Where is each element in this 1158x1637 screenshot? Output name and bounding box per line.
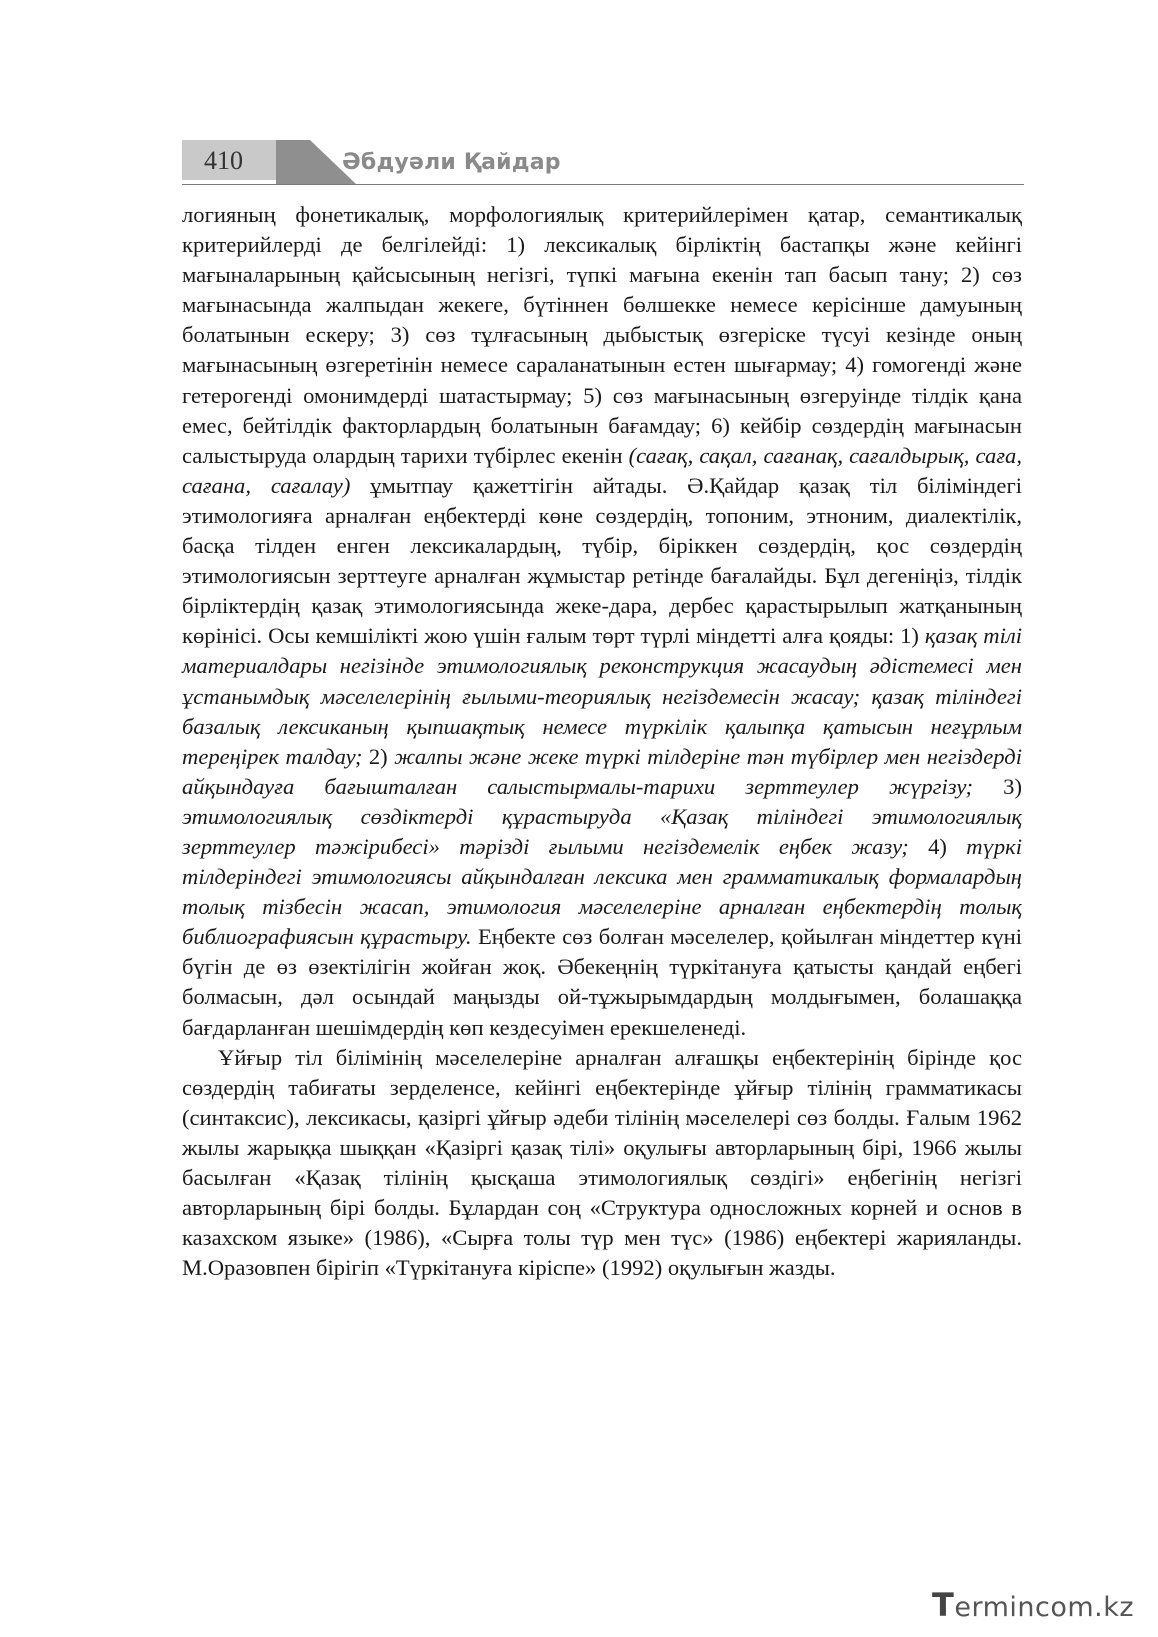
termincom-watermark xyxy=(932,1586,1135,1624)
watermark-text-1: erminc xyxy=(954,1592,1051,1623)
p1-italic-2: қазақ тілі материалдары негізінде этимологиялық реконструкция жасаудың әдістемесі мен ұстанымдық мәселелерінің ғылыми-теориялық негіздемесін жасау; қазақ тіліндегі базалық лексиканың қыпшақтық немесе түркілік қалыпқа қатысын неғұрлым тереңірек талдау; xyxy=(182,623,1022,769)
p1-text-2: ұмытпау қажеттігін айтады. Ә.Қайдар қазақ тіл біліміндегі этимологияға арналған еңбектерді көне сөздердің, топоним, этноним, диалектілік, басқа тілден енген лексикалардың, түбір, біріккен сөздердің, қос сөздердің этимологиясын зерттеуге арналған жұмыстар ретінде бағалайды. Бұл дегеніңіз, тілдік бірліктердің қазақ этимологиясында жеке-дара, дербес қарастырылып жатқанының көрінісі. Осы кемшілікті жою үшін ғалым төрт түрлі міндетті алға қояды: 1) xyxy=(182,472,1022,649)
p1-italic-1: (сағақ, сақал, сағанақ, сағалдырық, саға, сағана, сағалау) xyxy=(182,442,1022,498)
p1-italic-4: этимологиялық сөздіктерді құрастыруда «Қазақ тіліндегі этимологиялық зерттеулер тәжірибесі» тәрізді ғылыми негіздемелік еңбек жазу; xyxy=(182,803,1022,859)
p1-text-5: 4) xyxy=(908,833,967,859)
watermark-text-2: m.kz xyxy=(1067,1592,1135,1623)
running-title: Әбдуәли Қайдар xyxy=(342,150,561,175)
p1-italic-5: түркі тілдеріндегі этимологиясы айқындалған лексика мен грамматикалық формалардың толық тізбесін жасап, этимология мәселелеріне арналған еңбектердің толық библиографиясын құрастыру. xyxy=(182,833,1022,950)
page-number: 410 xyxy=(204,146,243,175)
p1-text-6: Еңбекте сөз болған мәселелер, қойылған міндеттер күні бүгін де өз өзектілігін жойған жоқ. Әбекеңнің түркітануға қатысты қандай еңбегі болмасын, дәл осындай маңызды ой-тұжырымдардың молдығымен, болашаққа бағдарланған шешімдердің көп кездесуімен ерекшеленеді. xyxy=(182,924,1023,1040)
paragraph-1 xyxy=(182,200,1022,1043)
p1-text-3: 2) xyxy=(362,743,395,769)
p1-text-4: 3) xyxy=(973,773,1022,799)
p1-text-1: логияның фонетикалық, морфологиялық критерийлерімен қатар, семантикалық критерийлерді де белгілейді: 1) лексикалық бірліктің бастапқы және кейінгі мағыналарының қайсысының негізгі, түпкі мағына екенін тап басып тану; 2) сөз мағынасында жалпыдан жекеге, бүтіннен бөлшекке немесе керісінше дамуының болатынын ескеру; 3) сөз тұлғасының дыбыстық өзгеріске түсуі кезінде оның мағынасының өзгеретінін немесе сараланатынын естен шығармау; 4) гомогенді және гетерогенді омонимдерді шатастырмау; 5) сөз мағынасының өзгеруінде тілдік қана емес, бейтілдік факторлардың болатынын бағамдау; 6) кейбір сөздердің мағынасын салыстыруда олардың тарихи түбірлес екенін xyxy=(182,202,1022,468)
header-rule xyxy=(182,184,1024,185)
page-number-box xyxy=(182,140,282,180)
paragraph-2: Ұйғыр тіл білімінің мәселелеріне арналған алғашқы еңбектерінің бірінде қос сөздердің табиғаты зерделенсе, кейінгі еңбектерінде ұйғыр тілінің грамматикасы (синтаксис), лексикасы, қазіргі ұйғыр әдеби тілінің мәселелері сөз болды. Ғалым 1962 жылы жарыққа шыққан «Қазіргі қазақ тілі» оқулығы авторларының бірі, 1966 жылы басылған «Қазақ тілінің қысқаша этимологиялық сөздігі» еңбегінің негізгі авторларының бірі болды. Бұлардан соң «Структура односложных корней и основ в казахском языке» (1986), «Сырға толы түр мен түс» (1986) еңбектері жарияланды. М.Оразовпен бірігіп «Түркітануға кіріспе» (1992) оқулығын жазды. xyxy=(182,1044,1022,1281)
watermark-o-glyph: o xyxy=(1050,1592,1068,1623)
body-text xyxy=(182,200,1022,1283)
watermark-first-letter: T xyxy=(932,1586,955,1624)
p1-italic-3: жалпы және жеке түркі тілдеріне тән түбірлер мен негіздерді айқындауға бағышталған салыстырмалы-тарихи зерттеулер жүргізу; xyxy=(182,743,1022,799)
page-header xyxy=(182,136,1024,188)
